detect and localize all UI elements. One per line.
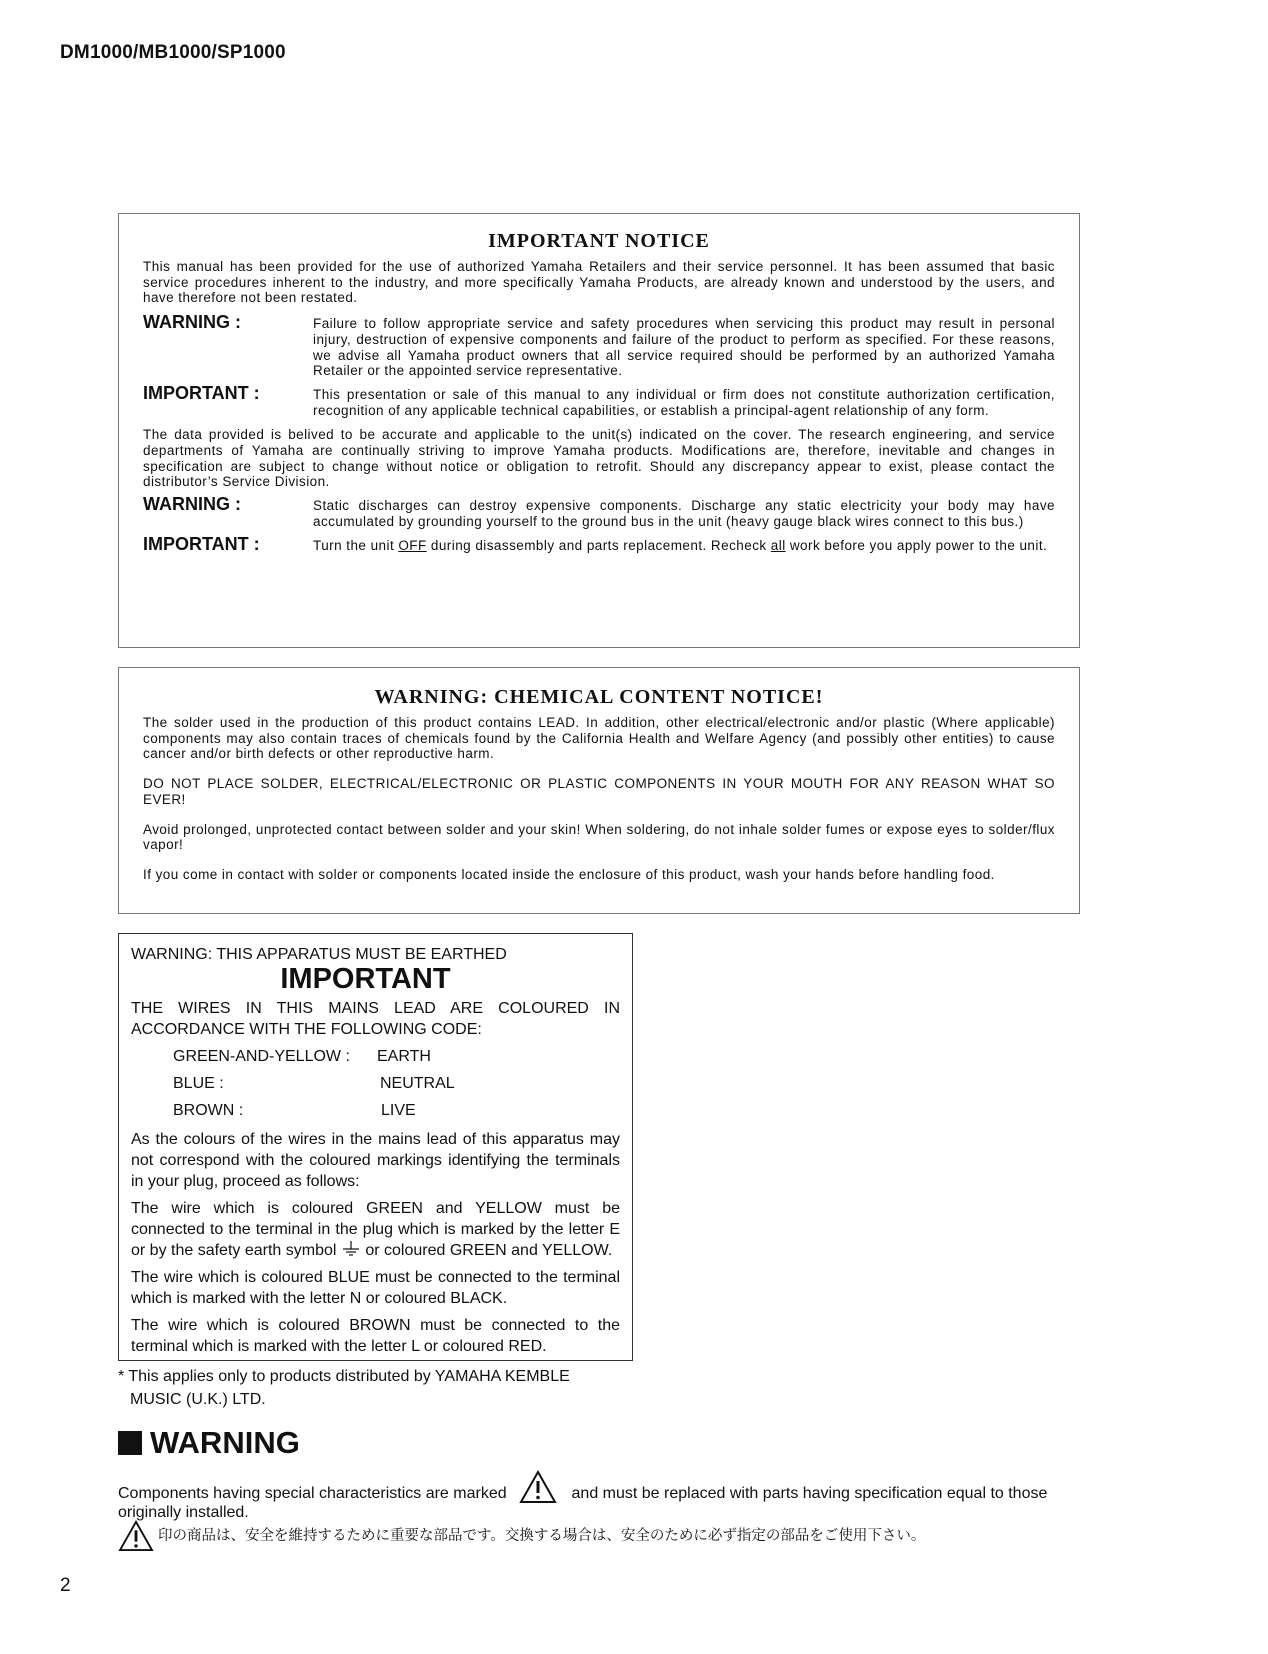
important-label: IMPORTANT : bbox=[143, 382, 260, 403]
all-underlined: all bbox=[770, 537, 786, 553]
footnote-line: MUSIC (U.K.) LTD. bbox=[130, 1391, 266, 1408]
earthing-paragraph: The wire which is coloured BROWN must be connected to the terminal which is marked with the letter L or coloured RED. bbox=[131, 1317, 620, 1355]
wire-code-row bbox=[173, 1046, 620, 1067]
warning-section-heading: WARNING bbox=[118, 1425, 300, 1461]
warning-row-1 bbox=[143, 312, 1055, 379]
warning-label: WARNING : bbox=[143, 312, 241, 333]
intro-paragraph: This manual has been provided for the use of authorized Yamaha Retailers and their service personnel. It has been assumed that basic service procedures inherent to the industry, and more specifically Yamaha Products, are already known and understood by the users, and have therefore not been restated. bbox=[143, 259, 1055, 306]
document-header: DM1000/MB1000/SP1000 bbox=[60, 42, 286, 63]
earthing-paragraph: The wire which is coloured BLUE must be connected to the terminal which is marked with the letter N or coloured BLACK. bbox=[131, 1269, 620, 1307]
chemical-paragraph: Avoid prolonged, unprotected contact between solder and your skin! When soldering, do not inhale solder fumes or expose eyes to solder/flux vapor! bbox=[143, 821, 1055, 853]
data-paragraph: The data provided is belived to be accurate and applicable to the unit(s) indicated on the cover. The research engineering, and service departments of Yamaha are continually striving to improve Yamaha products. Modifications are, therefore, inevitable and changes in specification are subject to change without notice or obligation to retrofit. Should any discrepancy appear to exist, please contact the distributor’s Service Division. bbox=[143, 427, 1055, 490]
earthing-paragraph: As the colours of the wires in the mains lead of this apparatus may not correspond with the coloured markings identifying the terminals in your plug, proceed as follows: bbox=[131, 1131, 620, 1190]
important-text: This presentation or sale of this manual to any individual or firm does not constitute authorization certification, recognition of any applicable technical capabilities, or establish a principal-agent relationship of any form. bbox=[313, 386, 1055, 418]
earth-symbol-icon bbox=[341, 1241, 361, 1257]
important-notice-box bbox=[118, 213, 1080, 648]
warning-text: Static discharges can destroy expensive components. Discharge any static electricity your body may have accumulated by grounding yourself to the ground bus in the unit (heavy gauge black wires connect to this bus.) bbox=[313, 498, 1055, 529]
wire-meaning: NEUTRAL bbox=[380, 1075, 455, 1092]
warning-label: WARNING : bbox=[143, 494, 241, 515]
chemical-paragraph: DO NOT PLACE SOLDER, ELECTRICAL/ELECTRONIC OR PLASTIC COMPONENTS IN YOUR MOUTH FOR ANY REASON WHAT SO EVER! bbox=[143, 776, 1055, 807]
black-square-icon bbox=[118, 1431, 142, 1455]
wire-colour: BROWN : bbox=[173, 1102, 244, 1119]
chemical-notice-box bbox=[118, 667, 1080, 914]
wire-colour: GREEN-AND-YELLOW : bbox=[173, 1048, 350, 1065]
off-underlined: OFF bbox=[398, 537, 427, 553]
caution-triangle-icon bbox=[519, 1470, 557, 1504]
footnote bbox=[118, 1365, 626, 1411]
chemical-paragraph: If you come in contact with solder or components located inside the enclosure of this product, wash your hands before handling food. bbox=[143, 866, 995, 882]
chemical-paragraph: The solder used in the production of this product contains LEAD. In addition, other electrical/electronic and/or plastic (Where applicable) components may also contain traces of chemicals found by the California Health and Welfare Agency (and possibly other entities) to cause cancer and/or birth defects or other reproductive harm. bbox=[143, 715, 1055, 762]
important-row-2 bbox=[143, 534, 1055, 554]
important-label: IMPORTANT : bbox=[143, 533, 260, 554]
page-number: 2 bbox=[60, 1575, 71, 1596]
footnote-line: * This applies only to products distributed by YAMAHA KEMBLE bbox=[118, 1368, 570, 1385]
warning-text: Failure to follow appropriate service and safety procedures when servicing this product may result in personal injury, destruction of expensive components and failure of the product to perform as specified. For these reasons, we advise all Yamaha product owners that all service required should be performed by an authorized Yamaha Retailer or the appointed service representative. bbox=[313, 316, 1055, 379]
important-notice-title: IMPORTANT NOTICE bbox=[488, 230, 710, 252]
earthing-important-heading: IMPORTANT bbox=[280, 963, 451, 995]
wire-colour: BLUE : bbox=[173, 1075, 224, 1092]
earthing-warning: WARNING: THIS APPARATUS MUST BE EARTHED bbox=[131, 946, 507, 963]
warning-section-text: Components having special characteristics are marked and must be replaced with parts having specification equal to those originally installed. bbox=[118, 1470, 1088, 1522]
important-row-1 bbox=[143, 383, 1055, 418]
wire-meaning: LIVE bbox=[381, 1102, 416, 1119]
important-text: Turn the unit OFF during disassembly and parts replacement. Recheck all work before you apply power to the unit. bbox=[313, 537, 1048, 553]
earthing-intro: THE WIRES IN THIS MAINS LEAD ARE COLOURED IN ACCORDANCE WITH THE FOLLOWING CODE: bbox=[131, 1000, 620, 1038]
japanese-warning: 印の商品は、安全を維持するために重要な部品です。交換する場合は、安全のために必ず指定の部品をご使用下さい。 bbox=[118, 1520, 925, 1552]
wire-code-row bbox=[173, 1100, 620, 1121]
warning-row-2 bbox=[143, 494, 1055, 529]
caution-triangle-icon bbox=[118, 1520, 154, 1552]
earthing-paragraph: The wire which is coloured GREEN and YELLOW must be connected to the terminal in the plug which is marked by the letter E or by the safety earth symbol or coloured GREEN and YELLOW. bbox=[131, 1200, 620, 1259]
wire-meaning: EARTH bbox=[377, 1048, 431, 1065]
earthing-box bbox=[118, 933, 633, 1361]
wire-code-row bbox=[173, 1073, 620, 1094]
chemical-notice-title: WARNING: CHEMICAL CONTENT NOTICE! bbox=[374, 686, 824, 708]
